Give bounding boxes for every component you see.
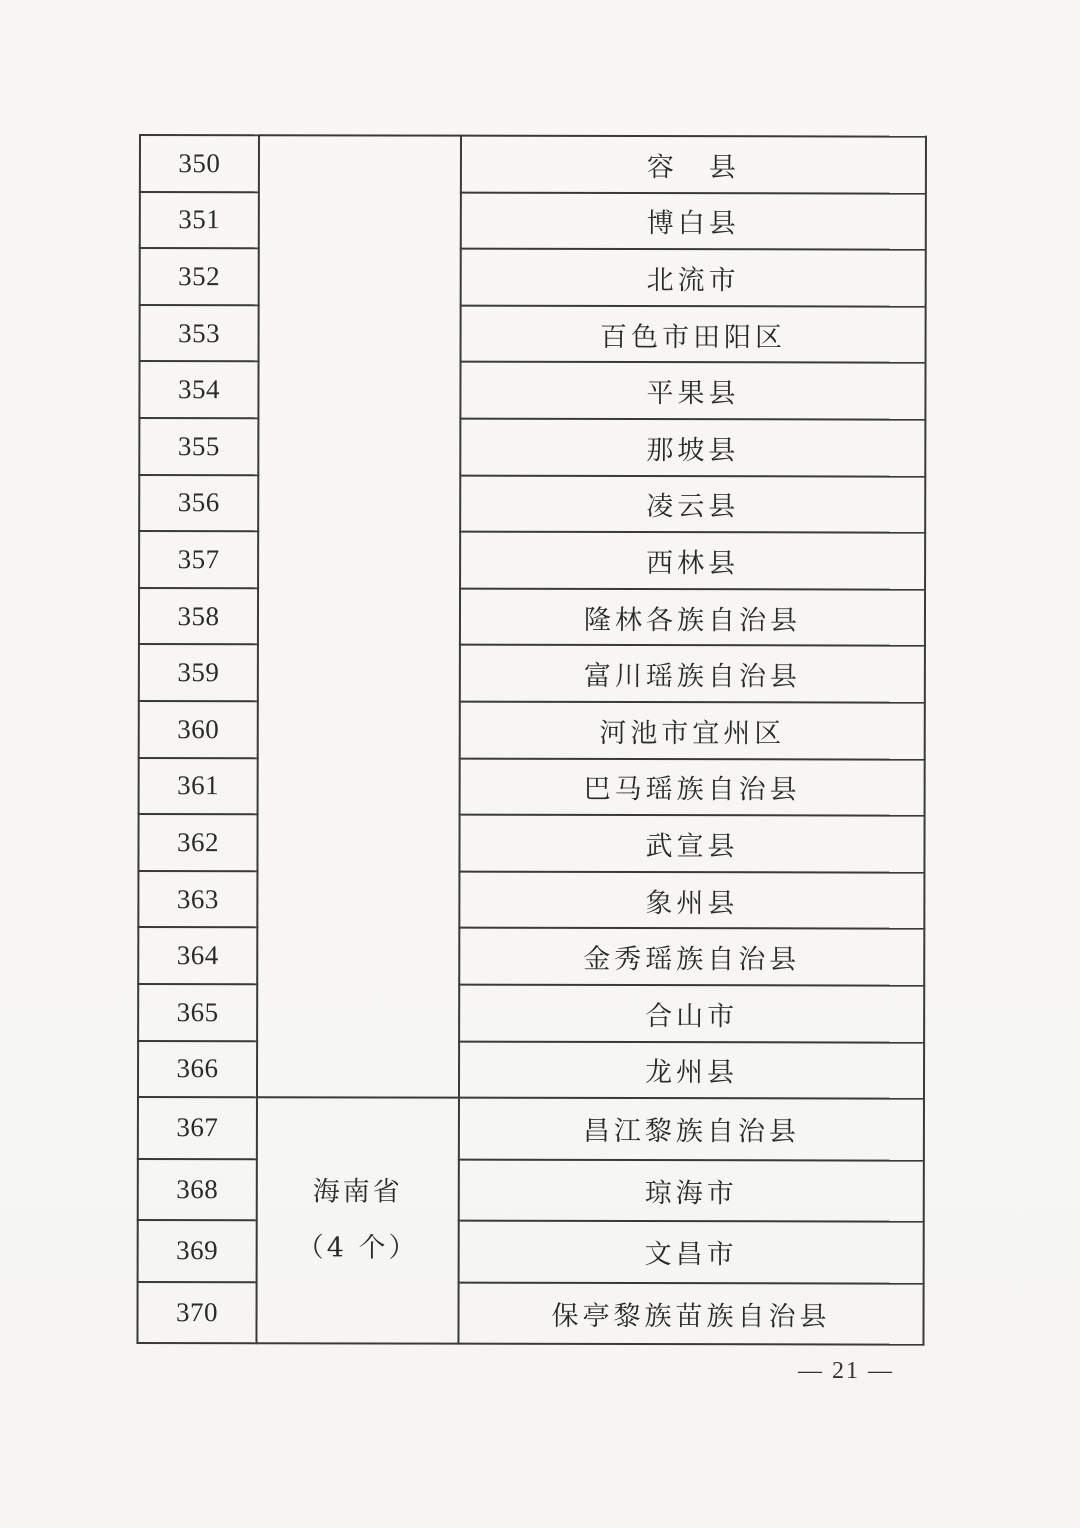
table-row	[138, 814, 924, 872]
county-name: 隆林各族自治县	[460, 588, 925, 646]
county-list-table	[136, 134, 927, 1346]
county-name: 富川瑶族自治县	[460, 645, 925, 703]
table-row	[139, 701, 925, 759]
county-name: 平果县	[460, 362, 925, 420]
table-row	[139, 588, 925, 646]
table-row	[140, 192, 926, 250]
county-name: 象州县	[459, 871, 924, 929]
row-number: 356	[139, 475, 258, 532]
table-row	[140, 135, 926, 193]
table-row	[139, 418, 925, 476]
table-row	[138, 1159, 924, 1222]
row-number: 355	[139, 418, 258, 475]
row-number: 360	[139, 701, 258, 758]
county-name: 容 县	[461, 136, 926, 194]
table-row	[138, 927, 924, 985]
table-row	[138, 1097, 924, 1160]
county-name: 龙州县	[459, 1041, 924, 1099]
row-number: 352	[140, 248, 259, 305]
row-number: 370	[137, 1282, 256, 1344]
table-row	[138, 1041, 924, 1099]
row-number: 365	[138, 984, 257, 1041]
province-cell-continued	[257, 135, 461, 1098]
row-number: 358	[139, 588, 258, 645]
table-row	[139, 644, 925, 702]
county-name: 河池市宜州区	[460, 702, 925, 760]
county-name: 西林县	[460, 532, 925, 590]
row-number: 363	[138, 871, 257, 928]
row-number: 350	[140, 135, 259, 192]
row-number: 369	[138, 1220, 257, 1282]
county-name: 博白县	[461, 192, 926, 250]
table-row	[137, 1282, 923, 1345]
county-name: 文昌市	[459, 1221, 924, 1283]
table-row	[139, 361, 925, 419]
county-name: 凌云县	[460, 475, 925, 533]
row-number: 367	[138, 1097, 257, 1159]
province-name: 海南省	[312, 1176, 403, 1208]
table-row	[140, 305, 926, 363]
county-name: 巴马瑶族自治县	[460, 758, 925, 816]
county-name: 武宣县	[459, 815, 924, 873]
county-name: 百色市田阳区	[461, 305, 926, 363]
table-row	[138, 1220, 924, 1283]
table-row	[138, 871, 924, 929]
county-name: 合山市	[459, 985, 924, 1043]
county-name: 琼海市	[459, 1159, 924, 1221]
county-name: 金秀瑶族自治县	[459, 928, 924, 986]
province-cell	[256, 1097, 459, 1343]
table-row	[139, 758, 925, 816]
row-number: 357	[139, 531, 258, 588]
page-number: — 21 —	[798, 1358, 894, 1384]
table-row	[139, 475, 925, 533]
row-number: 362	[138, 814, 257, 871]
county-name: 昌江黎族自治县	[459, 1098, 924, 1160]
county-name: 那坡县	[460, 419, 925, 477]
row-number: 351	[140, 192, 259, 249]
table-row	[139, 531, 925, 589]
province-count: （4 个）	[296, 1232, 419, 1264]
row-number: 366	[138, 1041, 257, 1098]
row-number: 353	[140, 305, 259, 362]
row-number: 354	[139, 361, 258, 418]
row-number: 361	[139, 758, 258, 815]
row-number: 359	[139, 644, 258, 701]
county-name: 保亭黎族苗族自治县	[458, 1282, 923, 1344]
table-row	[138, 984, 924, 1042]
county-name: 北流市	[461, 249, 926, 307]
table-row	[140, 248, 926, 306]
row-number: 364	[138, 927, 257, 984]
row-number: 368	[138, 1159, 257, 1221]
